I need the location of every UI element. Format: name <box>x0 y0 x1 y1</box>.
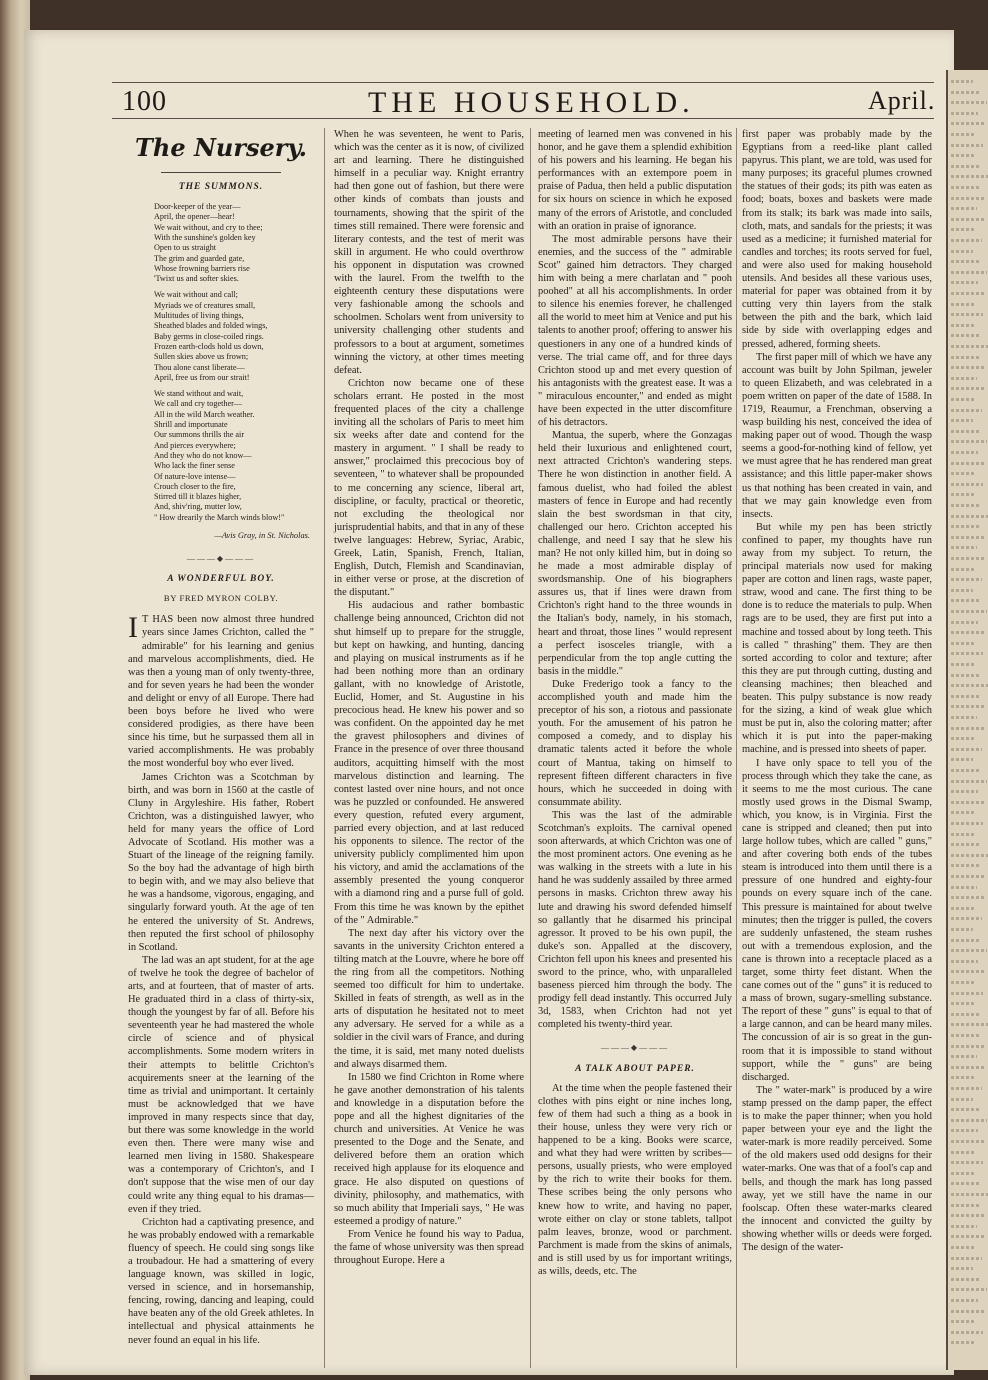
bleed-through-line <box>951 811 976 814</box>
bleed-through-line <box>951 1045 986 1048</box>
column-rule <box>324 128 325 1368</box>
bleed-through-line <box>951 960 978 963</box>
bleed-through-line <box>951 1129 978 1132</box>
article-title: A TALK ABOUT PAPER. <box>575 1063 695 1074</box>
bleed-through-line <box>951 472 976 475</box>
poem-title: THE SUMMONS. <box>178 182 264 192</box>
poem-line: Thou alone canst liberate— <box>154 362 245 372</box>
bleed-through-line <box>951 1161 983 1164</box>
bleed-through-line <box>951 705 986 708</box>
bleed-through-line <box>951 737 975 740</box>
bleed-through-line <box>951 345 988 348</box>
bleed-through-line <box>951 864 979 867</box>
poem-line: Who lack the finer sense <box>154 461 235 471</box>
section-rule <box>161 172 281 173</box>
ornament-divider: ———◆——— <box>186 554 256 564</box>
bleed-through-line <box>951 334 981 337</box>
bleed-through-line <box>951 303 976 306</box>
article-paragraph: From Venice he found his way to Padua, the fame of whose university was then spread throughout Europe. Here a <box>334 1228 524 1267</box>
article-paragraph: Crichton now became one of these scholars errant. He posted in the most frequented places of the city a challenge inviting all the scholars of Paris to meet him six weeks after date and contend for the mastery in argument. " I shall be ready to answer," proclaimed this precocious boy of seventeen, " to whatever shall be propounded to me concerning any science, liberal art, discipline, or faculty, practical or theoretic, not excluding the theological nor jurisprudential habits, and that in any of these twelve languages: Hebrew, Syriac, Arabic, Greek, Latin, Spanish, French, Italian, English, Dutch, Flemish and Scandinavian, in either verse or prose, at the discretion of the disputant." <box>334 377 524 599</box>
bleed-through-line <box>951 949 987 952</box>
column-1 <box>128 128 314 1347</box>
poem-line: April, the opener—hear! <box>154 212 235 222</box>
poem-line: All in the wild March weather. <box>154 409 255 419</box>
column-2 <box>334 128 524 1267</box>
bleed-through-line <box>951 886 977 889</box>
bleed-through-line <box>951 271 987 274</box>
bleed-through-line <box>951 748 982 751</box>
bleed-through-line <box>951 546 977 549</box>
bleed-through-line <box>951 1257 982 1260</box>
bleed-through-line <box>951 1299 978 1302</box>
header-bottom-rule <box>112 118 934 119</box>
column-3 <box>538 128 732 1278</box>
bleed-through-line <box>951 525 979 528</box>
bleed-through-line <box>951 780 987 783</box>
poem-line: We call and cry together— <box>154 399 242 409</box>
poem-stanza <box>154 202 314 284</box>
bleed-through-line <box>951 377 977 380</box>
poem-line: Myriads we of creatures small, <box>154 300 256 310</box>
article-title: A WONDERFUL BOY. <box>167 574 275 585</box>
bleed-through-line <box>951 292 985 295</box>
bleed-through-line <box>951 387 984 390</box>
bleed-through-line <box>951 197 986 200</box>
poem-line: Multitudes of living things, <box>154 311 244 321</box>
bleed-through-line <box>951 568 975 571</box>
bleed-through-line <box>951 896 984 899</box>
bleed-through-line <box>951 228 975 231</box>
bleed-through-line <box>951 80 973 83</box>
article-paragraph: Crichton had a captivating presence, and he was probably endowed with a remarkable fluency of speech. He could sing songs like a troubadour. He had a smattering of every language known, was skilled in logic, versed in science, and in horsemanship, fencing, rowing, dancing and leaping, could have beaten any of the old Greek athletes. In intellectual and physical attainments he never found an equal in his life. <box>128 1216 314 1346</box>
poem-line: Whose frowning barriers rise <box>154 263 250 273</box>
article-lead-paragraph <box>128 613 314 770</box>
poem-line: Frozen earth-clods hold us down, <box>154 341 264 351</box>
poem-line: Door-keeper of the year— <box>154 202 241 212</box>
section-title-nursery: The Nursery. <box>135 133 307 162</box>
bleed-through-line <box>951 133 976 136</box>
bleed-through-line <box>951 462 985 465</box>
bleed-through-line <box>951 843 981 846</box>
column-rule <box>530 128 531 1368</box>
bleed-through-line <box>951 451 978 454</box>
poem-line: We stand without and wait, <box>154 389 244 399</box>
bleed-through-line <box>951 1172 974 1175</box>
bleed-through-line <box>951 589 973 592</box>
bleed-through-line <box>951 970 985 973</box>
poem-line: Our summons thrills the air <box>154 430 245 440</box>
adjacent-page-edge <box>946 70 988 1370</box>
article-paragraph: At the time when the people fastened their clothes with pins eight or nine inches long, few of them had such a thing as a book in their house, unless they were very rich or happened to be a king. Books were scarce, and what they had were written by scribes—persons, usually priests, who were employed by the rich to write their books for them. These scribes being the only persons who knew how to write, and having no paper, wrote either on clay or stone tablets, tallpot palm leaves, bronze, wood or parchment. Parchment is made from the skins of animals, and is still used by us for important writings, as wills, deeds, etc. The <box>538 1082 732 1277</box>
article-paragraph: James Crichton was a Scotchman by birth, and was born in 1560 at the castle of Cluny in Argyleshire. His father, Robert Crichton, was a distinguished lawyer, who held for many years the office of Lord Advocate of Scotland. His mother was a Stuart of the lineage of the reigning family. So the boy had the advantage of high birth to begin with, and we may also believe that he was a handsome, vigorous, engaging, and singularly forward youth. At the age of ten he entered the university of St. Andrews, then reputed the first school of philosophy in Scotland. <box>128 771 314 953</box>
article-paragraph: In 1580 we find Crichton in Rome where he gave another demonstration of his talents and knowledge in a disputation before the pope and all the highest dignitaries of the church and universities. At Venice he was presented to the Doge and the Senate, and delivered before them an oration which received high applause for its eloquence and grace. He also disputed on questions of divinity, philosophy, and mathematics, with so much ability that Imperiali says, " He was esteemed a prodigy of nature." <box>334 1071 524 1227</box>
article-paragraph: Mantua, the superb, where the Gonzagas held their luxurious and enlightened court, next attracted Crichton's wandering steps. There he won distinction in another field. A famous duelist, who had foiled the ablest masters of fence in Europe and had recently slain the best swordsman in that city, challenged our hero. Crichton accepted his challenge, and need I say that he slew his man? He not only killed him, but in doing so he made a most admirable display of swordsmanship. One of his biographers assures us, that if lines were drawn from Crichton's right hand to the three wounds in the Italian's body, namely, in his stomach, heart and throat, those lines " would represent a perfect isosceles triangle, with a perpendicular from the top angle cutting the basis in the middle." <box>538 430 732 677</box>
bleed-through-line <box>951 239 982 242</box>
bleed-through-line <box>951 1013 981 1016</box>
article-paragraph: This was the last of the admirable Scotchman's exploits. The carnival opened soon afterwards, at which Crichton was one of the most prominent actors. One evening as he was walking in the streets with a lute in his hand he was suddenly assailed by three armed persons in masks. Crichton threw away his lute and drawing his sword defended himself so gallantly that he disarmed his principal agressor. It proved to be his own pupil, the duke's son. Appalled at the discovery, Crichton fell upon his knees and presented his sword to the prince, who, with unparalleled baseness pierced him through the body. The prodigy fell dead instantly. This occurred July 3d, 1583, when Crichton had not yet completed his twenty-third year. <box>538 809 732 1031</box>
bleed-through-line <box>951 483 983 486</box>
bleed-through-line <box>951 419 973 422</box>
bleed-through-line <box>951 1341 974 1344</box>
bleed-through-line <box>951 1193 988 1196</box>
bleed-through-line <box>951 324 974 327</box>
bleed-through-line <box>951 186 979 189</box>
bleed-through-line <box>951 398 975 401</box>
bleed-through-line <box>951 91 980 94</box>
bleed-through-line <box>951 769 980 772</box>
bleed-through-line <box>951 599 980 602</box>
bleed-through-line <box>951 1235 984 1238</box>
bleed-through-line <box>951 684 988 687</box>
bleed-through-line <box>951 1034 979 1037</box>
bleed-through-line <box>951 1108 980 1111</box>
bleed-through-line <box>951 1225 977 1228</box>
poem-stanza <box>154 290 314 383</box>
bleed-through-line <box>951 557 984 560</box>
bleed-through-line <box>951 430 980 433</box>
bleed-through-line <box>951 515 988 518</box>
poem-line: Baby germs in close-coiled rings. <box>154 331 264 341</box>
poem-body <box>128 202 314 523</box>
bleed-through-line <box>951 1278 980 1281</box>
bleed-through-line <box>951 175 988 178</box>
poem-line: And they who do not know— <box>154 450 252 460</box>
issue-month: April. <box>868 86 936 115</box>
article-paragraph: meeting of learned men was convened in his honor, and he gave them a splendid exhibition of his powers and his learning. He began his performances with an extempore poem in praise of Padua, then held a public disputation for six hours on science in which he exposed many of the errors of Aristotle, and concluded with an oration in praise of ignorance. <box>538 129 732 232</box>
article-paragraph: His audacious and rather bombastic challenge being announced, Crichton did not shut himself up to prepare for the struggle, but kept on hawking, and hunting, dancing and playing on musical instruments as if he had been nothing more than an ordinary gallant, with no knowledge of Aristotle, Euclid, Homer, and St. Augustine in his precocious head. He knew his power and so was confident. On the appointed day he met the gravest philosophers and divines of France in the presence of over three thousand auditors, acquitting himself with the most marvelous distinction and learning. The contest lasted over nine hours, and not once was he puzzled or confounded. He answered every question, refuted every argument, parried every objection, and at last reduced his opponents to silence. The rector of the university publicly complimented him upon his victory, and amid the acclamations of the assembly presented the young conqueror with a diamond ring and a purse full of gold. From this time he was known by the epithet of the " Admirable." <box>334 600 524 926</box>
poem-line: " How drearily the March winds blow!" <box>154 512 285 522</box>
bleed-through-line <box>951 1076 975 1079</box>
bleed-through-line <box>951 1055 977 1058</box>
bleed-through-line <box>951 440 987 443</box>
poem-line: We wait without, and cry to thee; <box>154 222 263 232</box>
poem-line: And, shiv'ring, mutter low, <box>154 502 242 512</box>
bleed-through-line <box>951 356 979 359</box>
bleed-through-line <box>951 207 977 210</box>
poem-line: Sheathed blades and folded wings, <box>154 321 268 331</box>
bleed-through-line <box>951 1066 984 1069</box>
bleed-through-line <box>951 578 982 581</box>
poem-credit: —Avis Gray, in St. Nicholas. <box>214 531 310 540</box>
bleed-through-line <box>951 1087 982 1090</box>
bleed-through-line <box>951 260 980 263</box>
poem-line: 'Twixt us and softer skies. <box>154 274 239 284</box>
header-top-rule <box>112 82 934 83</box>
bleed-through-line <box>951 928 973 931</box>
poem-stanza <box>154 389 314 523</box>
bleed-through-line <box>951 1214 986 1217</box>
bleed-through-line <box>951 1140 985 1143</box>
bleed-through-line <box>951 992 983 995</box>
bleed-through-line <box>951 1267 973 1270</box>
bleed-through-line <box>951 917 982 920</box>
article-paragraph: I have only space to tell you of the process through which they take the cane, as it seems to me the most curious. The cane mostly used grows in the Dismal Swamp, which, you know, is in Virginia. First the cane is stripped and cleaned; then put into large hollow tubes, which are called " guns," and after covering both ends of the tubes steam is introduced into them until there is a pressure of one hundred and eighty-four pounds on every square inch of the cane. This pressure is maintained for about twelve minutes; then the trigger is pulled, the covers are suddenly unfastened, the steam rushes out with a tremendous explosion, and the cane is thrown into a receptacle placed as a target, some thirty feet distant. When the cane comes out of the " guns" it is reduced to a mass of brown, sugary-smelling substance. The report of these " guns" is equal to that of a large cannon, and can be heard many miles. The concussion of air is so great in the gun-room that it is impossible to stand without support, while the " guns" are being discharged. <box>742 757 932 1083</box>
bleed-through-line <box>951 939 980 942</box>
bleed-through-line <box>951 758 973 761</box>
bleed-through-line <box>951 101 987 104</box>
bleed-through-line <box>951 250 973 253</box>
bleed-through-line <box>951 493 974 496</box>
poem-line: Sullen skies above us frown; <box>154 352 249 362</box>
poem-line: Shrill and importunate <box>154 420 228 430</box>
column-rule <box>736 128 737 1368</box>
bleed-through-line <box>951 313 983 316</box>
bleed-through-line <box>951 621 978 624</box>
bleed-through-line <box>951 907 975 910</box>
bleed-through-line <box>951 854 988 857</box>
bleed-through-line <box>951 1182 981 1185</box>
bleed-through-line <box>951 409 982 412</box>
bleed-through-line <box>951 144 983 147</box>
bleed-through-line <box>951 875 986 878</box>
bleed-through-line <box>951 218 984 221</box>
bleed-through-line <box>951 981 976 984</box>
poem-line: We wait without and call; <box>154 290 238 300</box>
bleed-through-line <box>951 663 974 666</box>
bleed-through-line <box>951 504 981 507</box>
bleed-through-line <box>951 716 977 719</box>
bleed-through-line <box>951 1119 987 1122</box>
page-number: 100 <box>122 86 167 117</box>
bleed-through-line <box>951 1023 988 1026</box>
bleed-through-line <box>951 1246 975 1249</box>
bleed-through-line <box>951 801 985 804</box>
poem-line: Of nature-love intense— <box>154 471 236 481</box>
poem-line: The grim and guarded gate, <box>154 253 245 263</box>
column-4 <box>742 128 932 1254</box>
article-paragraph: The most admirable persons have their enemies, and the success of the " admirable Scot" gained him detractors. They charged him with being a mere charlatan and " pooh poohed" at all his accomplishments. In order to silence his enemies forever, he challenged all the world to meet him at Venice and put his talents to another proof; offering to answer his questioners in any one of a hundred kinds of verse. The trial came off, and for three days Crichton stood up and met every question of his antagonists with the greatest ease. It was a " miraculous encounter," and ended as might have been expected in the utter discomfiture of his detractors. <box>538 233 732 429</box>
bleed-through-line <box>951 1310 985 1313</box>
article-paragraph: first paper was probably made by the Egyptians from a reed-like plant called papyrus. This plant, we are told, was used for many purposes; its graceful plumes crowned the statues of their gods; its pith was eaten as food; boats, boxes and baskets were made from its stalk; its bark was made into sails, cloth, mats, and sandals for the priests; it was used as a medicine; it furnished material for candles and torches; its roots served for fuel, and were also used for making household utensils. And besides all these various uses, material for paper was obtained from it by cutting very thin layers from the stalk between the pith and the bark, which laid side by side with overlapping edges and pressed, adhered, forming sheets. <box>742 129 932 350</box>
bleed-through-line <box>951 631 985 634</box>
lead-text: T HAS been now almost three hundred years since James Crichton, called the " admirable" for his learning and genius and marvelous accomplishments, died. He was then a young man of only twenty-three, and for seven years he had been the wonder and delight or envy of all Europe. There had been boys before he lived who were considered prodigies, as there have been since his time, but he surpassed them all in varied accomplishments. He was probably the most wonderful boy who ever lived. <box>128 614 314 770</box>
bleed-through-line <box>951 366 986 369</box>
article-paragraph: The " water-mark" is produced by a wire stamp pressed on the damp paper, the effect is to make the paper thinner; when you hold paper between your eye and the light the water-mark is more readily perceived. Some of the old makers used odd designs for their water-marks. One was that of a fool's cap and bells, and though the mark has long passed away, yet we still have the name in our foolscap. Often these water-marks cleared the innocent and convicted the guilty by showing whether wills or deeds were forged. The design of the water- <box>742 1084 932 1253</box>
article-paragraph: The next day after his victory over the savants in the university Crichton entered a tilting match at the Louvre, where he bore off the ring from all the competitors. Nothing seemed too difficult for him to undertake. Skilled in feats of strength, as well as in the arts of disputation he hesitated not to meet any adversary. He served for a while as a soldier in the civil wars of France, and during the time, it is said, met many noted duelists and always disarmed them. <box>334 927 524 1070</box>
bleed-through-line <box>951 727 984 730</box>
article-byline: BY FRED MYRON COLBY. <box>163 593 279 604</box>
article-paragraph: The first paper mill of which we have any account was built by John Spilman, jeweler to queen Elizabeth, and was celebrated in a poem written on paper of the date of 1588. In 1719, Reaumur, a Frenchman, observing a wasp building his nest, conceived the idea of making paper out of wood. Though the wasp seems a good-for-nothing kind of fellow, yet we must agree that he has rendered man great assistance; and this little paper-maker shows us that nothing has been created in vain, and that we may gain knowledge even from insects. <box>742 351 932 520</box>
bleed-through-line <box>951 610 987 613</box>
bleed-through-line <box>951 674 981 677</box>
masthead-title: THE HOUSEHOLD. <box>368 86 695 119</box>
bleed-through-line <box>951 281 978 284</box>
bleed-through-line <box>951 1320 976 1323</box>
bleed-through-line <box>951 652 983 655</box>
poem-line: Stirred till it blazes higher, <box>154 492 242 502</box>
bleed-through-line <box>951 536 986 539</box>
bleed-through-line <box>951 1288 987 1291</box>
bleed-through-line <box>951 833 974 836</box>
bleed-through-line <box>951 122 985 125</box>
poem-line: Open to us straight <box>154 243 217 253</box>
drop-cap: I <box>128 611 138 645</box>
bleed-through-line <box>951 112 978 115</box>
bleed-through-line <box>951 642 976 645</box>
poem-line: Crouch closer to the fire, <box>154 481 236 491</box>
bleed-through-line <box>951 1204 979 1207</box>
bleed-through-line <box>951 1002 974 1005</box>
bleed-through-line <box>951 154 974 157</box>
poem-line: And pierces everywhere; <box>154 440 236 450</box>
article-paragraph: Duke Frederigo took a fancy to the accomplished youth and made him the preceptor of his son, a riotous and passionate youth. For the amusement of his patron he composed a comedy, and to display his dramatic talents acted it before the whole court of Mantua, taking on himself to represent fifteen different characters in five hours, which he succeeded in doing with consummate ability. <box>538 678 732 808</box>
bleed-through-line <box>951 790 978 793</box>
poem-line: April, free us from our strait! <box>154 372 250 382</box>
bleed-through-line <box>951 1151 976 1154</box>
article-paragraph: When he was seventeen, he went to Paris, which was the center as it is now, of civilized art and learning. There he distinguished himself in a peculiar way. Knight errantry had then gone out of fashion, but there were other kinds of combats than jousts and tournaments, showing that the spirit of the times still remained. There were forensic and literary contests, and the test of merit was skill in argument. He who could overthrow his opponent in disputation was crowned with the laurel. From the twelfth to the eighteenth century these disputations were very fashionable among the schools and schoolmen. Scholars went from university to university challenging other students and professors to a bout at argument, sometimes winning the victory, at other times meeting defeat. <box>334 129 524 376</box>
bleed-through-line <box>951 695 979 698</box>
bleed-through-line <box>951 1331 983 1334</box>
bleed-through-line <box>951 165 981 168</box>
article-paragraph: But while my pen has been strictly confined to paper, my thoughts have run away from my subject. To return, the principal materials now used for making paper are cotton and linen rags, waste paper, straw, wood and cane. The first thing to be done is to reduce the materials to pulp. When rags are to be used, they are first put into a machine and tossed about by long teeth. This is called " thrashing" them. They are then sorted according to color and texture; after this they are put through cutting, dusting and cleansing machines; then bleached and beaten. This pulpy substance is now ready for the sizing, a kind of weak glue which must be put in, also the coloring matter; after which it is put into the paper-making machine, and is pressed into sheets of paper. <box>742 521 932 756</box>
bleed-through-line <box>951 822 983 825</box>
bleed-through-line <box>951 1098 973 1101</box>
poem-line: With the sunshine's golden key <box>154 232 256 242</box>
article-paragraph: The lad was an apt student, for at the age of twelve he took the degree of bachelor of arts, and at fourteen, that of master of arts. He graduated third in a class of thirty-six, though the youngest by far of all. Before his seventeenth year he had mastered the whole circle of science and of physical accomplishments. Some modern writers in their attempts to belittle Crichton's acquirements sneer at the learning of the time as trivial and unimportant. It certainly must be acknowledged that we have improved in many respects since that day, but there was some knowledge in the world even then. There were many wise and learned men living in 1580. Shakespeare was a contemporary of Crichton's, and I don't suppose that the wise men of our day could write any thing equal to his dramas—even if they tried. <box>128 954 314 1215</box>
ornament-divider: ———◆——— <box>600 1043 670 1053</box>
